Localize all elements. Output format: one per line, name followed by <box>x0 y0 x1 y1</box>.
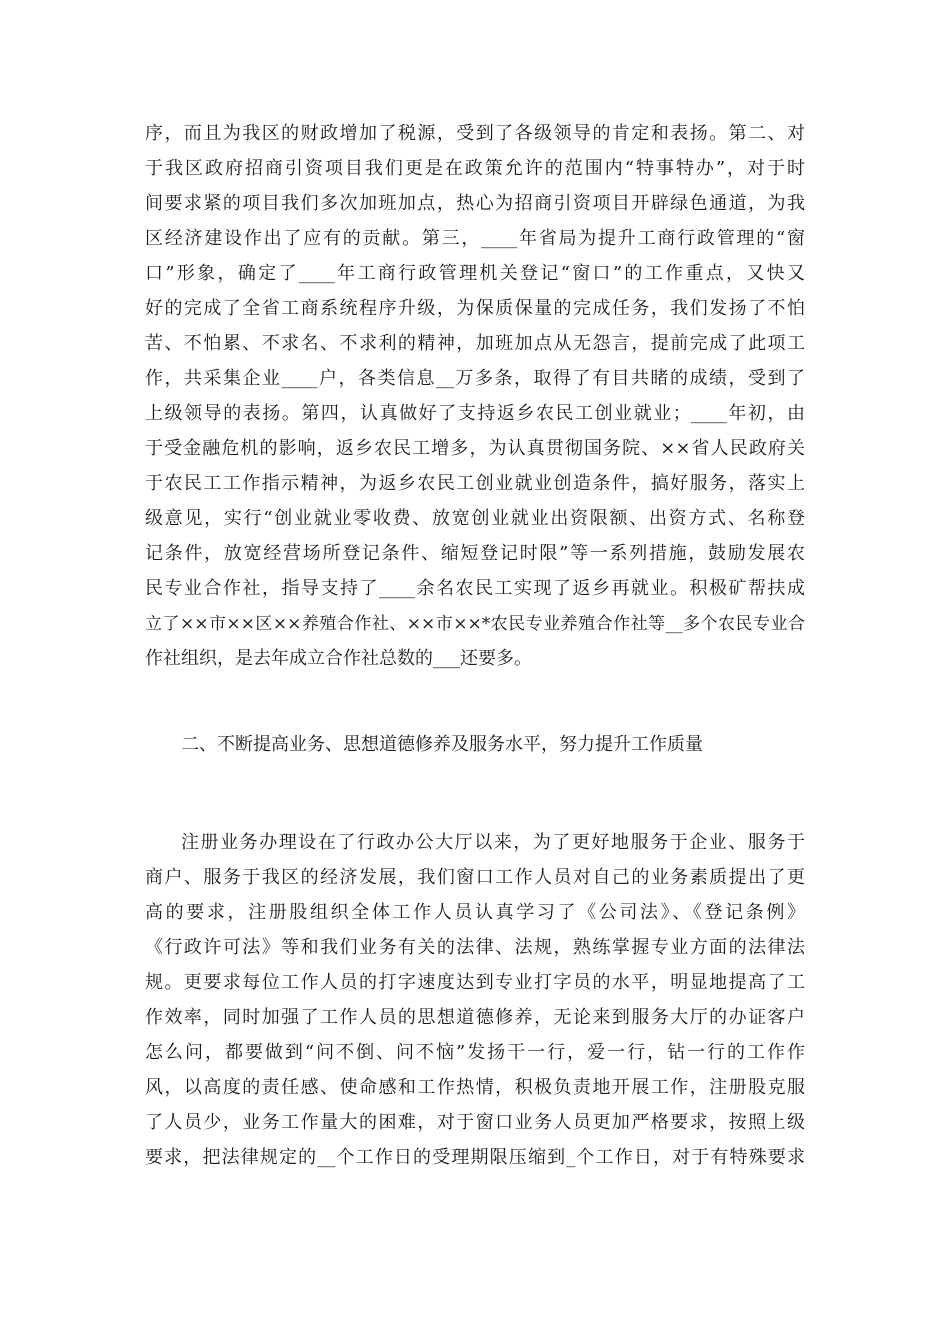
paragraph-1-line: 于受金融危机的影响，返乡农民工增多，为认真贯彻国务院、××省人民政府关 <box>145 438 805 459</box>
paragraph-1-line: 好的完成了全省工商系统程序升级，为保质保量的完成任务，我们发扬了不怕 <box>145 298 805 319</box>
paragraph-2-line: 了人员少，业务工作量大的困难，对于窗口业务人员更加严格要求，按照上级 <box>145 1112 805 1133</box>
paragraph-2-line: 作效率，同时加强了工作人员的思想道德修养，无论来到服务大厅的办证客户 <box>145 1007 805 1028</box>
paragraph-1-line: 级意见，实行“创业就业零收费、放宽创业就业出资限额、出资方式、名称登 <box>145 508 805 529</box>
paragraph-2-line: 怎么问，都要做到“问不倒、问不恼”发扬干一行，爱一行，钻一行的工作作 <box>145 1042 805 1063</box>
paragraph-1-line: 记条件，放宽经营场所登记条件、缩短登记时限”等一系列措施，鼓励发展农 <box>145 543 805 564</box>
paragraph-2-line: 注册业务办理设在了行政办公大厅以来，为了更好地服务于企业、服务于 <box>181 832 805 853</box>
paragraph-1-line: 民专业合作社，指导支持了____余名农民工实现了返乡再就业。积极矿帮扶成 <box>145 578 805 599</box>
paragraph-1-line: 口”形象，确定了____年工商行政管理机关登记“窗口”的工作重点，又快又 <box>145 263 805 284</box>
paragraph-1-line: 立了××市××区××养殖合作社、××市××*农民专业养殖合作社等__多个农民专业合 <box>145 614 805 634</box>
paragraph-2-line: 要求，把法律规定的__个工作日的受理期限压缩到_个工作日，对于有特殊要求 <box>145 1147 805 1168</box>
paragraph-1-line: 于农民工工作指示精神，为返乡农民工创业就业创造条件，搞好服务，落实上 <box>145 473 805 494</box>
paragraph-1-line: 序，而且为我区的财政增加了税源，受到了各级领导的肯定和表扬。第二、对 <box>145 123 805 144</box>
paragraph-1-line: 苦、不怕累、不求名、不求利的精神，加班加点从无怨言，提前完成了此项工 <box>145 333 805 354</box>
paragraph-1-line: 作社组织，是去年成立合作社总数的___还要多。 <box>145 648 532 669</box>
section-heading: 二、不断提高业务、思想道德修养及服务水平，努力提升工作质量 <box>181 734 703 755</box>
paragraph-1-line: 于我区政府招商引资项目我们更是在政策允许的范围内“特事特办”，对于时 <box>145 158 805 179</box>
paragraph-1-line: 作，共采集企业____户，各类信息__万多条，取得了有目共睹的成绩，受到了 <box>145 368 805 389</box>
paragraph-2-line: 规。更要求每位工作人员的打字速度达到专业打字员的水平，明显地提高了工 <box>145 972 805 993</box>
paragraph-2-line: 高的要求，注册股组织全体工作人员认真学习了《公司法》、《登记条例》 <box>145 902 805 923</box>
paragraph-2-line: 《行政许可法》等和我们业务有关的法律、法规，熟练掌握专业方面的法律法 <box>145 937 805 958</box>
paragraph-2-line: 商户、服务于我区的经济发展，我们窗口工作人员对自己的业务素质提出了更 <box>145 867 805 888</box>
paragraph-1-line: 区经济建设作出了应有的贡献。第三，____年省局为提升工商行政管理的“窗 <box>145 228 805 249</box>
paragraph-1-line: 上级领导的表扬。第四，认真做好了支持返乡农民工创业就业；____年初，由 <box>145 403 805 424</box>
paragraph-1-line: 间要求紧的项目我们多次加班加点，热心为招商引资项目开辟绿色通道，为我 <box>145 193 805 214</box>
paragraph-2-line: 风，以高度的责任感、使命感和工作热情，积极负责地开展工作，注册股克服 <box>145 1077 805 1098</box>
